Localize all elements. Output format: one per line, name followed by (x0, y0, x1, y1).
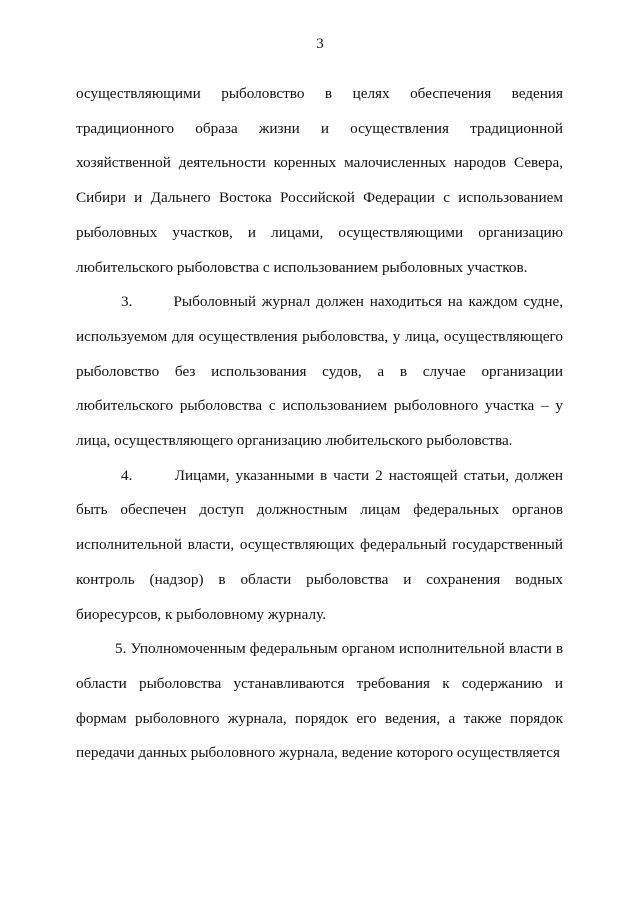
paragraph-item-3: 3. Рыболовный журнал должен находиться на каждом судне, используемом для осуществления рыболовства, у лица, осуществляющего рыболовство без использования судов, а в случае организации любительского рыболовства с использованием рыболовного участка – у лица, осуществляющего организацию любительского рыболовства. (76, 293, 563, 450)
paragraph-item-4: 4. Лицами, указанными в части 2 настоящей статьи, должен быть обеспечен доступ должностным лицам федеральных органов исполнительной власти, осуществляющих федеральный государственный контроль (надзор) в области рыболовства и сохранения водных биоресурсов, к рыболовному журналу. (76, 466, 563, 623)
page-number: 3 (316, 36, 324, 52)
paragraph-continuation: осуществляющими рыболовство в целях обеспечения ведения традиционного образа жизни и осуществления традиционной хозяйственной деятельности коренных малочисленных народов Севера, Сибири и Дальнего Востока Российской Федерации с использованием рыболовных участков, и лицами, осуществляющими организацию любительского рыболовства с использованием рыболовных участков. (76, 85, 563, 276)
document-body (76, 77, 563, 771)
paragraph-item-5: 5. Уполномоченным федеральным органом исполнительной власти в области рыболовства устанавливаются требования к содержанию и формам рыболовного журнала, порядок его ведения, а также порядок передачи данных рыболовного журнала, ведение которого осуществляется (76, 640, 563, 762)
